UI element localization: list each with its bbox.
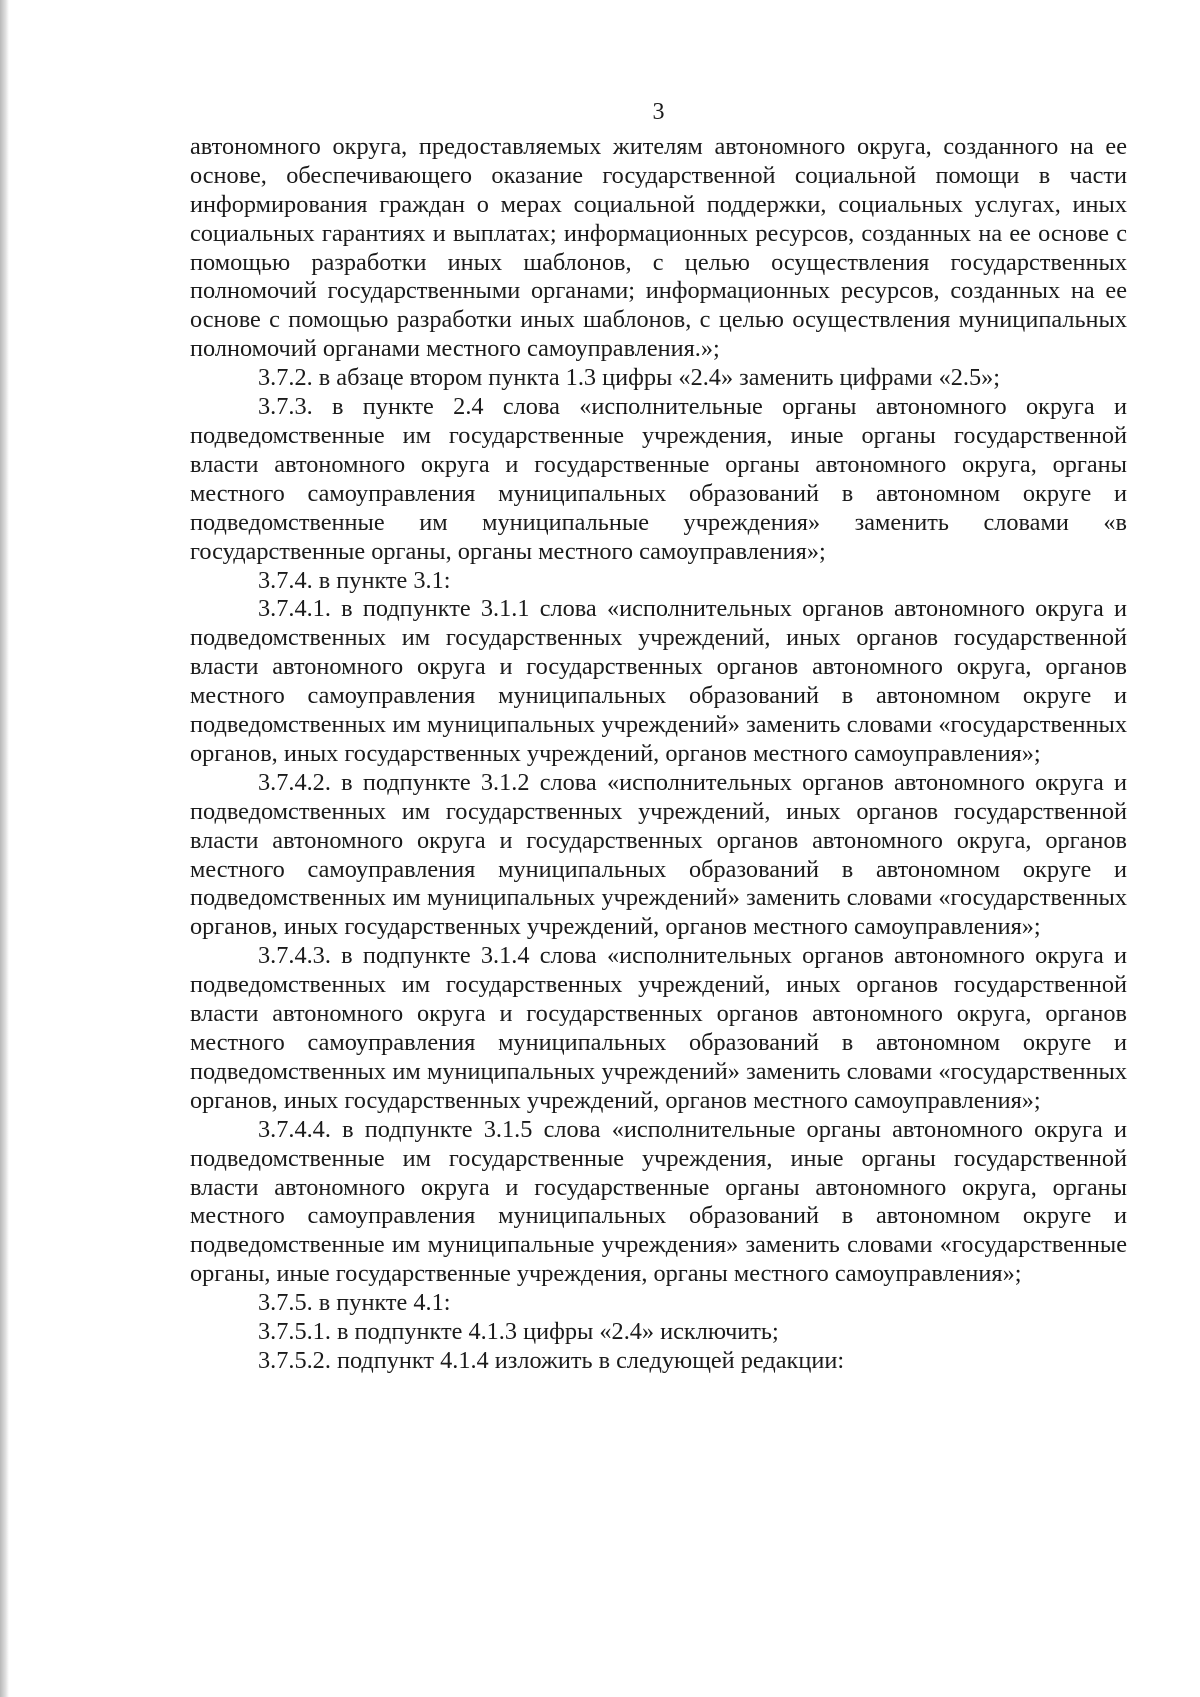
paragraph-3-7-5-2: 3.7.5.2. подпункт 4.1.4 изложить в следующей редакции:: [258, 1346, 845, 1374]
paragraph-3-7-4-1: 3.7.4.1. в подпункте 3.1.1 слова «исполнительных органов автономного округа и подведомственных им государственных учреждений, иных органов государственной власти автономного округа и государственных органов автономного округа, органов местного самоуправления муниципальных образований в автономном округе и подведомственных им муниципальных учреждений» заменить словами «государственных органов, иных государственных учреждений, органов местного самоуправления»;: [190, 595, 1127, 767]
paragraph-3-7-4-3: 3.7.4.3. в подпункте 3.1.4 слова «исполнительных органов автономного округа и подведомственных им государственных учреждений, иных органов государственной власти автономного округа и государственных органов автономного округа, органов местного самоуправления муниципальных образований в автономном округе и подведомственных им муниципальных учреждений» заменить словами «государственных органов, иных государственных учреждений, органов местного самоуправления»;: [190, 942, 1127, 1114]
paragraph-3-7-4-2: 3.7.4.2. в подпункте 3.1.2 слова «исполнительных органов автономного округа и подведомственных им государственных учреждений, иных органов государственной власти автономного округа и государственных органов автономного округа, органов местного самоуправления муниципальных образований в автономном округе и подведомственных им муниципальных учреждений» заменить словами «государственных органов, иных государственных учреждений, органов местного самоуправления»;: [190, 768, 1127, 941]
page-number: 3: [652, 99, 665, 125]
paragraph-3-7-5-1: 3.7.5.1. в подпункте 4.1.3 цифры «2.4» исключить;: [258, 1318, 779, 1346]
document-page: [190, 98, 1127, 1376]
paragraph-3-7-3: 3.7.3. в пункте 2.4 слова «исполнительные органы автономного округа и подведомственные им государственные учреждения, иные органы государственной власти автономного округа и государственные органы автономного округа, органы местного самоуправления муниципальных образований в автономном округе и подведомственные им муниципальные учреждения» заменить словами «в государственные органы, органы местного самоуправления»;: [190, 393, 1127, 565]
paragraph-continuation: автономного округа, предоставляемых жителям автономного округа, созданного на ее основе, обеспечивающего оказание государственной социальной помощи в части информирования граждан о мерах социальной поддержки, социальных услугах, иных социальных гарантиях и выплатах; информационных ресурсов, созданных на ее основе с помощью разработки иных шаблонов, с целью осуществления государственных полномочий государственными органами; информационных ресурсов, созданных на ее основе с помощью разработки иных шаблонов, с целью осуществления муниципальных полномочий органами местного самоуправления.»;: [190, 132, 1127, 363]
paragraph-3-7-2: 3.7.2. в абзаце втором пункта 1.3 цифры «2.4» заменить цифрами «2.5»;: [258, 364, 1001, 392]
scan-edge-shadow: [0, 0, 9, 1697]
paragraph-3-7-4: 3.7.4. в пункте 3.1:: [258, 566, 451, 594]
paragraph-3-7-5: 3.7.5. в пункте 4.1:: [258, 1289, 451, 1317]
paragraph-3-7-4-4: 3.7.4.4. в подпункте 3.1.5 слова «исполнительные органы автономного округа и подведомственные им государственные учреждения, иные органы государственной власти автономного округа и государственные органы автономного округа, органы местного самоуправления муниципальных образований в автономном округе и подведомственные им муниципальные учреждения» заменить словами «государственные органы, иные государственные учреждения, органы местного самоуправления»;: [190, 1115, 1127, 1288]
